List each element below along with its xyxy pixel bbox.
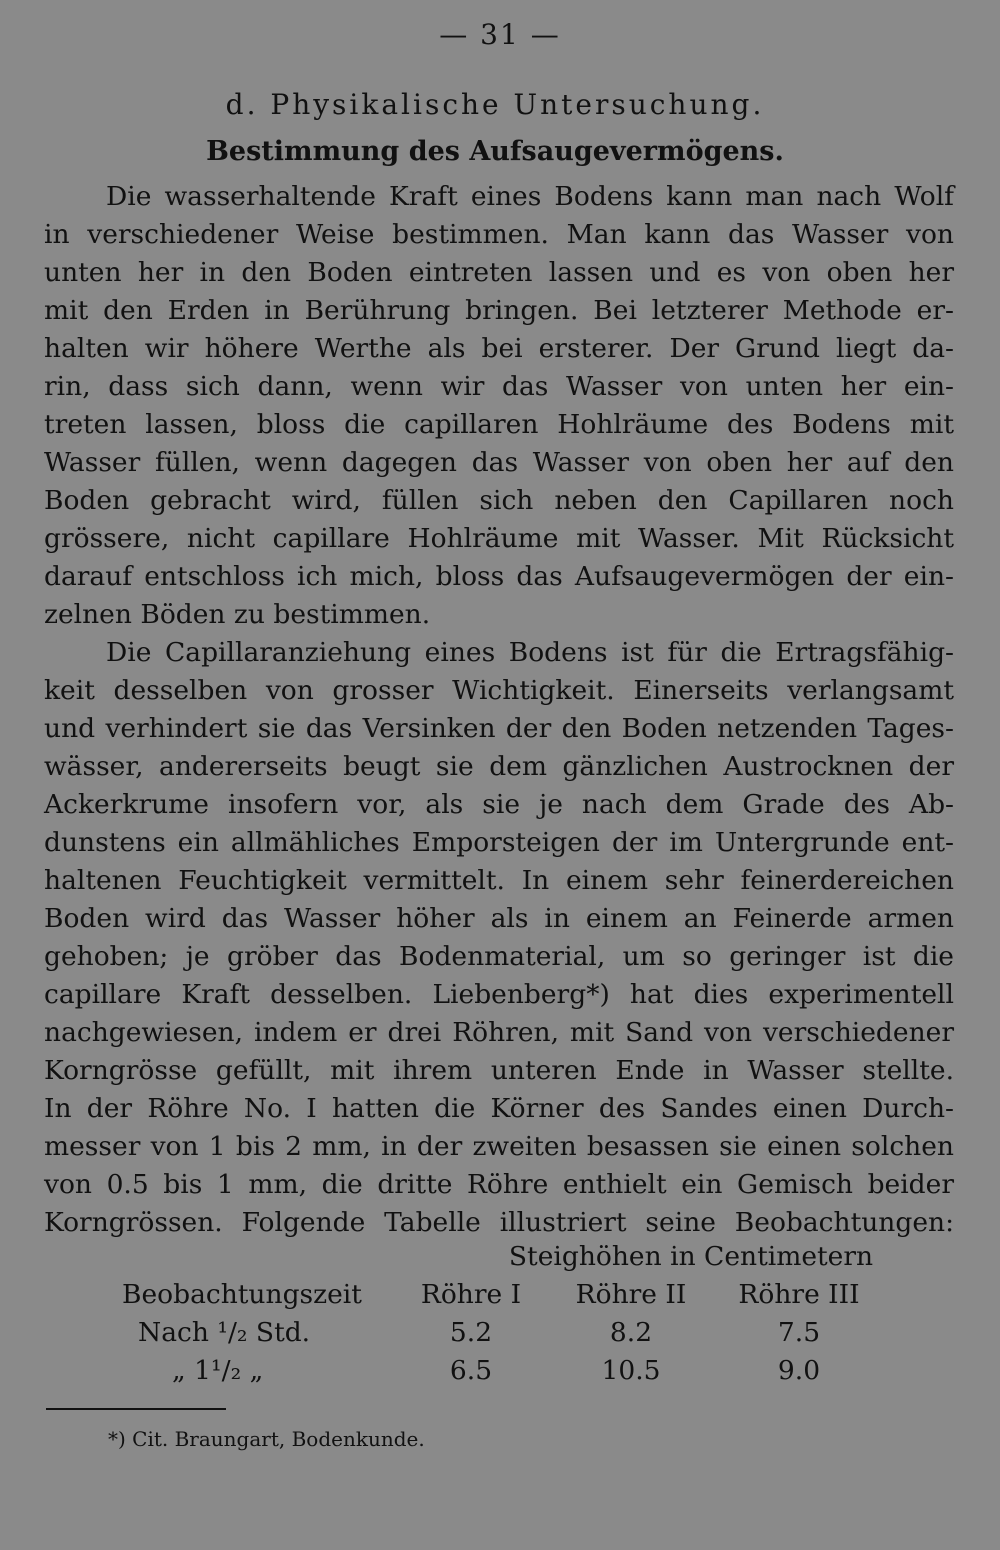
text-line: dunstens ein allmähliches Emporsteigen der im Untergrunde ent- [44,827,954,858]
text-line: Die wasserhaltende Kraft eines Bodens kann man nach Wolf [106,181,954,212]
text-line: mit den Erden in Berührung bringen. Bei letzterer Methode er- [44,295,954,326]
section-heading: d. Physikalische Untersuchung. [225,88,765,121]
table-row [44,1352,954,1390]
table-header-cell: Röhre II [575,1279,687,1310]
text-line: halten wir höhere Werthe als bei ersterer. Der Grund liegt da- [44,333,954,364]
table-row [44,1314,954,1352]
text-line: capillare Kraft desselben. Liebenberg*) hat dies experimentell [44,979,954,1010]
text-line: Korngrösse gefüllt, mit ihrem unteren Ende in Wasser stellte. [44,1055,954,1086]
table-cell: „ 1¹/₂ „ [172,1355,264,1386]
text-line: Wasser füllen, wenn dagegen das Wasser von oben her auf den [44,447,954,478]
text-line: treten lassen, bloss die capillaren Hohlräume des Bodens mit [44,409,954,440]
table-cell: 8.2 [609,1317,653,1348]
text-line: Boden gebracht wird, füllen sich neben den Capillaren noch [44,485,954,516]
text-line: unten her in den Boden eintreten lassen und es von oben her [44,257,954,288]
table-header-cell: Röhre I [420,1279,522,1310]
table-cell: 6.5 [449,1355,493,1386]
text-line: darauf entschloss ich mich, bloss das Aufsaugevermögen der ein- [44,561,954,592]
text-line: von 0.5 bis 1 mm, die dritte Röhre enthielt ein Gemisch beider [44,1169,954,1200]
text-line: Die Capillaranziehung eines Bodens ist für die Ertragsfähig- [106,637,954,668]
text-line: Boden wird das Wasser höher als in einem an Feinerde armen [44,903,954,934]
text-line: in verschiedener Weise bestimmen. Man kann das Wasser von [44,219,954,250]
body-text [44,178,954,1242]
subheading: Bestimmung des Aufsaugevermögens. [206,136,784,167]
text-line: messer von 1 bis 2 mm, in der zweiten besassen sie einen solchen [44,1131,954,1162]
text-line: zelnen Böden zu bestimmen. [44,599,431,630]
text-line: nachgewiesen, indem er drei Röhren, mit Sand von verschiedener [44,1017,954,1048]
text-line: Ackerkrume insofern vor, als sie je nach dem Grade des Ab- [44,789,954,820]
text-line: In der Röhre No. I hatten die Körner des Sandes einen Durch- [44,1093,954,1124]
footnote: *) Cit. Braungart, Bodenkunde. [108,1427,425,1451]
text-line: gehoben; je gröber das Bodenmaterial, um so geringer ist die [44,941,954,972]
table-cell: 7.5 [777,1317,821,1348]
table-cell: 9.0 [777,1355,821,1386]
text-line: keit desselben von grosser Wichtigkeit. Einerseits verlangsamt [44,675,954,706]
table-cell: 5.2 [449,1317,493,1348]
footnote-divider [46,1408,226,1410]
table-caption: Steighöhen in Centimetern [508,1241,874,1272]
table-header-cell: Röhre III [738,1279,860,1310]
page-number: — 31 — [439,18,561,51]
table-header-row [44,1276,954,1314]
text-line: wässer, andererseits beugt sie dem gänzlichen Austrocknen der [44,751,954,782]
table-header-cell: Beobachtungszeit [122,1279,362,1310]
text-line: haltenen Feuchtigkeit vermittelt. In einem sehr feinerdereichen [44,865,954,896]
text-line: grössere, nicht capillare Hohlräume mit Wasser. Mit Rücksicht [44,523,954,554]
text-line: rin, dass sich dann, wenn wir das Wasser von unten her ein- [44,371,954,402]
text-line: Korngrössen. Folgende Tabelle illustriert seine Beobachtungen: [44,1207,954,1238]
table-cell: Nach ¹/₂ Std. [138,1317,311,1348]
table-cell: 10.5 [601,1355,661,1386]
text-line: und verhindert sie das Versinken der den Boden netzenden Tages- [44,713,954,744]
